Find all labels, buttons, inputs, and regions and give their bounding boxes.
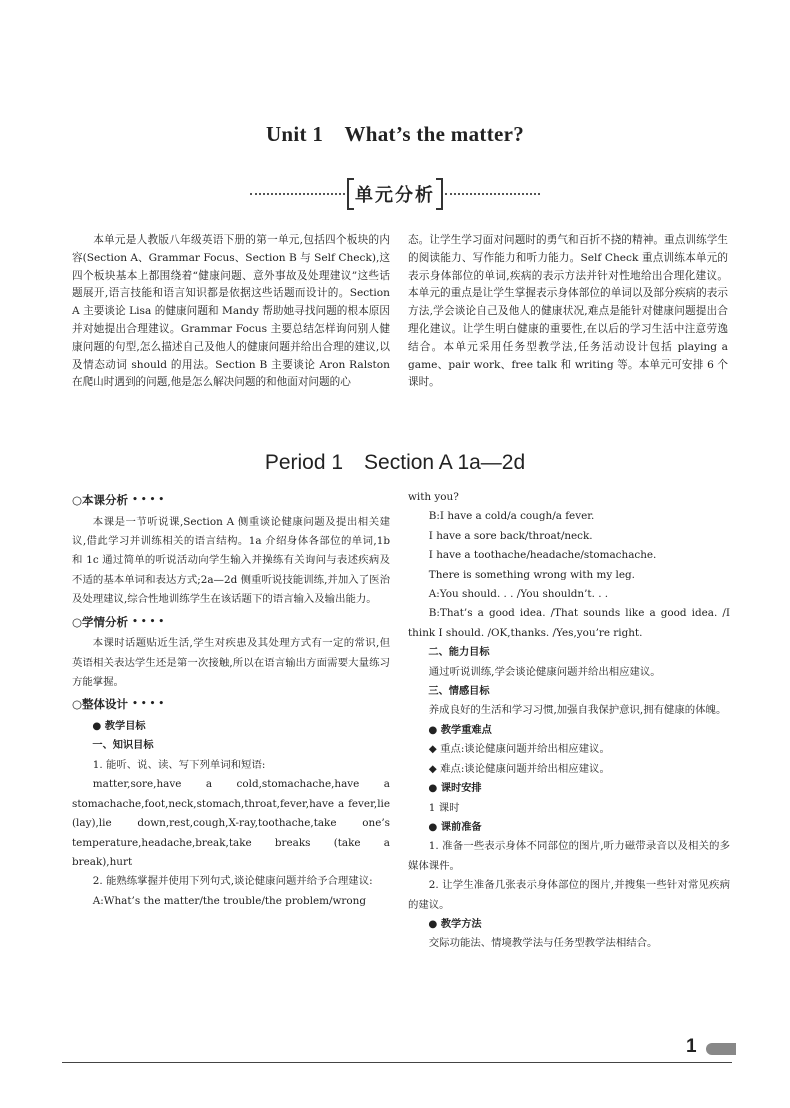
dialogue-line: I have a sore back/throat/neck. (428, 529, 593, 542)
intro-right-text: 态。让学生学习面对问题时的勇气和百折不挠的精神。重点训练学生的阅读能力、写作能力和听力能力。Self Check 重点训练本单元的表示身体部位的单词,疾病的表示方法并针对性地给出合理化建议。本单元的重点是让学生掌握表示身体部位的单词以及部分疾病的表示方法,学会谈论自己及他人的健康状况,难点是能针对健康问题提出合理化建议。让学生明白健康的重要性,在以后的学习生活中注意劳逸结合。本单元采用任务型教学法,任务活动设计包括 playing a game、pair work、free talk 和 writing 等。本单元可安排 6 个课时。 (408, 234, 728, 389)
banner-dots-right (445, 193, 540, 195)
dialogue-line: A:What’s the matter/the trouble/the problem/wrong (92, 894, 366, 907)
prep-item: 2. 让学生准备几张表示身体部位的图片,并搜集一些针对常见疾病的建议。 (408, 879, 730, 911)
page-tab-marker (706, 1043, 736, 1055)
method-text: 交际功能法、情境教学法与任务型教学法相结合。 (428, 937, 658, 950)
banner-dots-left (250, 193, 345, 195)
unit-title: Unit 1 What’s the matter? (265, 122, 525, 146)
left-column (72, 488, 390, 911)
section-heading: ○本课分析 •••• (72, 493, 168, 508)
bullet-heading: ● 课前准备 (428, 821, 482, 833)
period-title: Period 1 Section A 1a—2d (264, 451, 526, 474)
prep-item: 1. 准备一些表示身体不同部位的图片,听力磁带录音以及相关的多媒体课件。 (408, 840, 730, 872)
dialogue-line: There is something wrong with my leg. (428, 568, 635, 581)
sub-heading: 二、能力目标 (428, 647, 490, 659)
bullet-heading: ● 教学方法 (428, 918, 482, 930)
knowledge-item: 2. 能熟练掌握并使用下列句式,谈论健康问题并给予合理建议: (92, 875, 373, 888)
bullet-heading: ● 课时安排 (428, 783, 482, 795)
vocabulary-list: matter,sore,have a cold,stomachache,have a stomachache,foot,neck,stomach,throat,fever,have a fever,lie (lay),lie down,rest,cough,X-ray,toothache,take one’s temperature,headache,break,take breaks (take a break),hurt (72, 778, 390, 868)
bullet-heading: ● 教学重难点 (428, 724, 492, 736)
difficult-point: ◆ 难点:谈论健康问题并给出相应建议。 (428, 762, 610, 775)
emotion-goal-text: 养成良好的生活和学习习惯,加强自我保护意识,拥有健康的体魄。 (428, 704, 727, 717)
sub-heading: 一、知识目标 (92, 740, 154, 752)
intro-left-column (72, 232, 390, 392)
dialogue-line: B:I have a cold/a cough/a fever. (428, 510, 595, 523)
intro-right-column (408, 232, 728, 392)
dialogue-line: B:That’s a good idea. /That sounds like a good idea. /I think I should. /OK,thanks. /Yes,you’re right. (408, 607, 730, 639)
banner-label: 单元分析 (349, 181, 441, 207)
dialogue-line: A:You should. . . /You shouldn’t. . . (428, 588, 609, 601)
section-heading: ○整体设计 •••• (72, 697, 168, 712)
hours-text: 1 课时 (428, 801, 460, 814)
dialogue-line: I have a toothache/headache/stomachache. (428, 549, 657, 562)
knowledge-item: 1. 能听、说、读、写下列单词和短语: (92, 758, 266, 771)
intro-left-text: 本单元是人教版八年级英语下册的第一单元,包括四个板块的内容(Section A、Grammar Focus、Section B 与 Self Check),这四个板块基本上都围绕着“健康问题、意外事故及处理建议”这些话题展开,语言技能和语言知识都是依据这些话题而设计的。Section A 主要谈论 Lisa 的健康问题和 Mandy 帮助她寻找问题的根本原因并对她提出合理建议。Grammar Focus 主要总结怎样询问别人健康问题的句型,怎么描述自己及他人的健康问题并给出合理的建议,以及情态动词 should 的用法。Section B 主要谈论 Aron Ralston 在爬山时遇到的问题,他是怎么解决问题的和他面对问题的心 (72, 234, 390, 389)
footer-rule (62, 1062, 732, 1063)
dialogue-line: with you? (408, 491, 459, 503)
bullet-heading: ● 教学目标 (92, 721, 146, 733)
lesson-analysis-text: 本课是一节听说课,Section A 侧重谈论健康问题及提出相关建议,借此学习并训练相关的语言结构。1a 介绍身体各部位的单词,1b 和 1c 通过简单的听说活动向学生输入并操练有关询问与表述疾病及不适的基本单词和表达方式;2a—2d 侧重听说技能训练,并加入了医治及处理建议,综合性地训练学生在该话题下的语言输入及输出能力。 (72, 515, 390, 606)
ability-goal-text: 通过听说训练,学会谈论健康问题并给出相应建议。 (428, 665, 661, 678)
section-heading: ○学情分析 •••• (72, 614, 168, 629)
right-column (408, 488, 730, 954)
sub-heading: 三、情感目标 (428, 686, 490, 698)
key-point: ◆ 重点:谈论健康问题并给出相应建议。 (428, 743, 610, 756)
section-banner (250, 180, 540, 208)
learner-analysis-text: 本课时话题贴近生活,学生对疾患及其处理方式有一定的常识,但英语相关表达学生还是第一次接触,所以在语言输出方面需要大量练习方能掌握。 (72, 637, 390, 689)
page-number: 1 (686, 1036, 697, 1057)
